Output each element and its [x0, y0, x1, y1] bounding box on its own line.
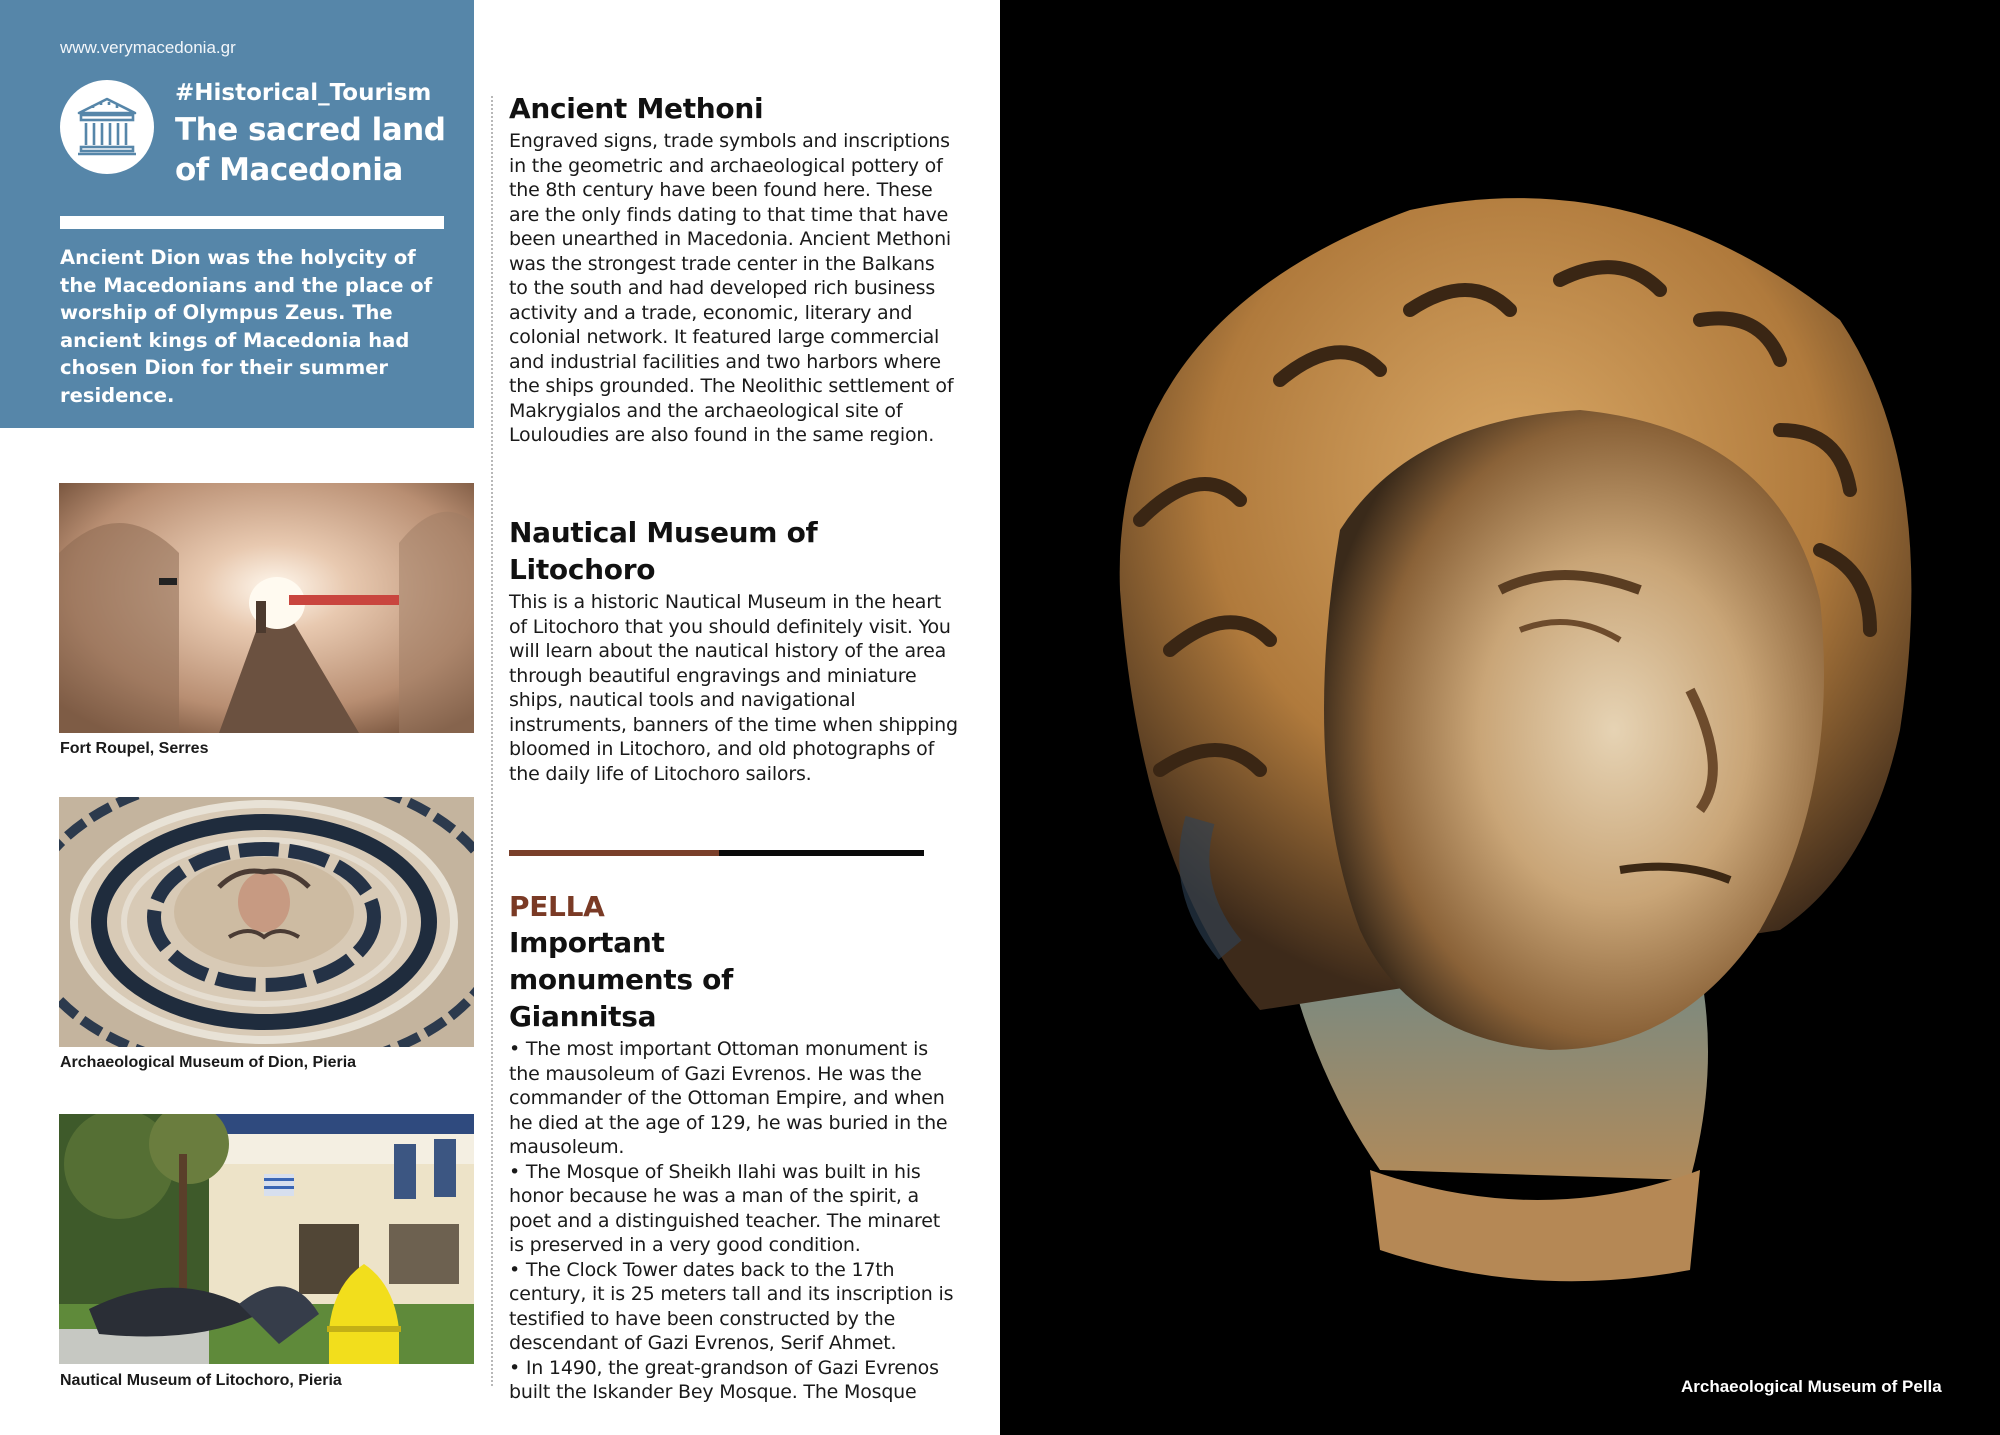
rule-dark-segment — [719, 850, 924, 856]
section-nautical-body — [509, 590, 959, 786]
bullet-item: • The most important Ottoman monument is the mausoleum of Gazi Evrenos. He was the commander of the Ottoman Empire, and when he died at the age of 129, he was buried in the mausoleum. — [509, 1038, 948, 1158]
temple-icon — [60, 80, 154, 174]
bullet-list — [509, 1037, 959, 1405]
section-body: This is a historic Nautical Museum in the heart of Litochoro that you should definitely visit. You will learn about the nautical history of the area through beautiful engravings and miniature ships, nautical tools and navigational instruments, banners of the time when shipping bloomed in Litochoro, and old photographs of the daily life of Litochoro sailors. — [509, 591, 958, 785]
bullet-item: • The Clock Tower dates back to the 17th century, it is 25 meters tall and its inscription is testified to have been constructed by the descendant of Gazi Evrenos, Serif Ahmet. — [509, 1258, 954, 1354]
header-rule — [60, 216, 444, 229]
bullet-item: • The Mosque of Sheikh Ilahi was built in his honor because he was a man of the spirit, a poet and a distinguished teacher. The minaret is preserved in a very good condition. — [509, 1160, 940, 1256]
bullet-item: • In 1490, the great-grandson of Gazi Evrenos built the Iskander Bey Mosque. The Mosque — [509, 1356, 939, 1403]
section-title: Important monuments of Giannitsa — [509, 926, 733, 1033]
section-body: Engraved signs, trade symbols and inscriptions in the geometric and archaeological pottery of the 8th century have been found here. These are the only finds dating to that time that have been unearthed in Macedonia. Ancient Methoni was the strongest trade center in the Balkans to the south and had developed rich business activity and a trade, economic, literary and colonial network. It featured large commercial and industrial facilities and two harbors where the ships grounded. The Neolithic settlement of Makrygialos and the archaeological site of Louloudies are also found in the same region. — [509, 130, 954, 446]
rule-accent-segment — [509, 850, 719, 856]
page-title: The sacred land of Macedonia — [175, 112, 446, 188]
photo-caption: Nautical Museum of Litochoro, Pieria — [60, 1372, 342, 1389]
photo-caption: Archaeological Museum of Dion, Pieria — [60, 1054, 357, 1071]
tunnel-corridor-photo — [59, 483, 474, 733]
section-nautical-museum — [509, 514, 849, 588]
intro-text: Ancient Dion was the holycity of the Macedonians and the place of worship of Olympus Zeus. The ancient kings of Macedonia had chosen Dion for their summer residence. — [60, 246, 433, 407]
right-page — [1000, 0, 2000, 1435]
hashtag: #Historical_Tourism — [175, 80, 432, 106]
section-title: Ancient Methoni — [509, 92, 764, 125]
section-pella — [509, 890, 959, 1405]
marble-head-sculpture-photo — [1080, 170, 1920, 1310]
medusa-mosaic-photo — [59, 797, 474, 1047]
section-title: Nautical Museum of Litochoro — [509, 516, 818, 586]
museum-building-photo — [59, 1114, 474, 1364]
section-rule — [509, 850, 924, 856]
section-methoni — [509, 90, 959, 448]
header-panel — [0, 0, 474, 428]
site-url[interactable]: www.verymacedonia.gr — [60, 38, 236, 57]
column-divider — [491, 96, 493, 1386]
region-label: PELLA — [509, 890, 605, 923]
right-page-caption: Archaeological Museum of Pella — [1681, 1377, 1942, 1396]
photo-caption: Fort Roupel, Serres — [60, 740, 209, 757]
